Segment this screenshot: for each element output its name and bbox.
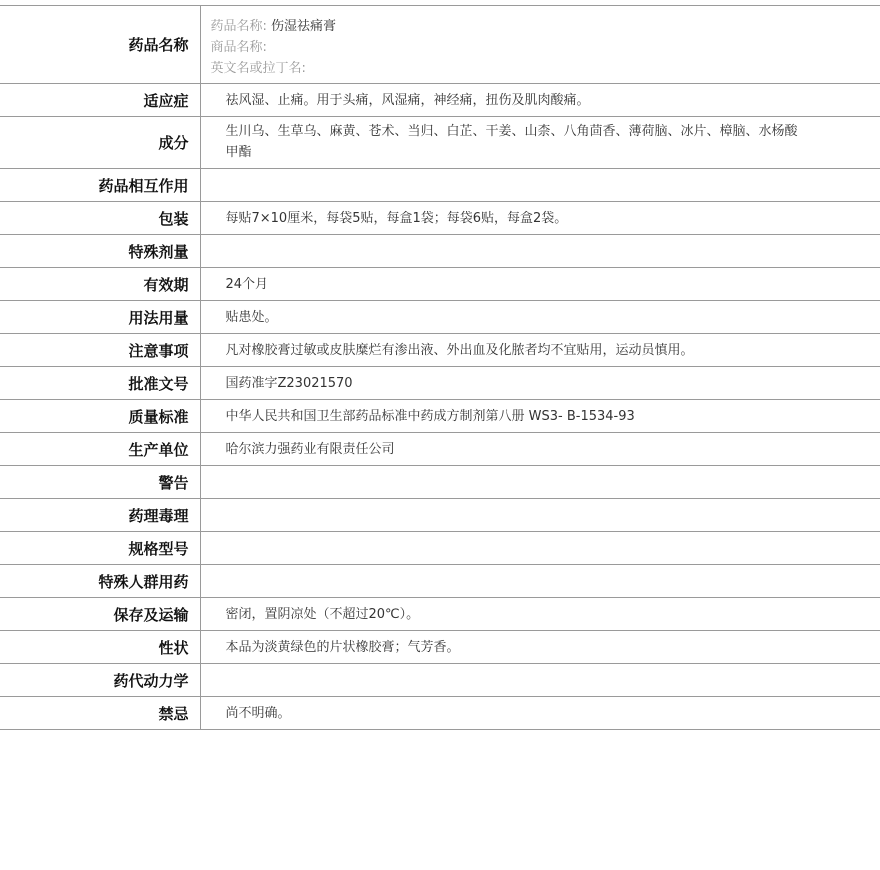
english-name-line xyxy=(211,58,880,79)
row-label: 规格型号 xyxy=(0,532,200,565)
row-specification xyxy=(0,532,880,565)
row-label: 用法用量 xyxy=(0,301,200,334)
row-label: 药代动力学 xyxy=(0,664,200,697)
row-warning xyxy=(0,466,880,499)
row-value: 贴患处。 xyxy=(200,301,880,334)
row-storage xyxy=(0,598,880,631)
row-label: 生产单位 xyxy=(0,433,200,466)
row-label: 禁忌 xyxy=(0,697,200,730)
row-description xyxy=(0,631,880,664)
row-value: 本品为淡黄绿色的片状橡胶膏；气芳香。 xyxy=(200,631,880,664)
generic-name-value: 伤湿祛痛膏 xyxy=(271,19,337,34)
row-shelf-life xyxy=(0,268,880,301)
row-approval-number xyxy=(0,367,880,400)
row-label: 性状 xyxy=(0,631,200,664)
row-pharmacokinetics xyxy=(0,664,880,697)
row-value: 国药准字Z23021570 xyxy=(200,367,880,400)
row-value xyxy=(200,499,880,532)
row-value: 中华人民共和国卫生部药品标准中药成方制剂第八册 WS3- B-1534-93 xyxy=(200,400,880,433)
row-label: 注意事项 xyxy=(0,334,200,367)
english-name-key: 英文名或拉丁名: xyxy=(210,61,306,76)
row-value xyxy=(200,532,880,565)
row-manufacturer xyxy=(0,433,880,466)
row-indications xyxy=(0,84,880,117)
row-label: 有效期 xyxy=(0,268,200,301)
row-label: 保存及运输 xyxy=(0,598,200,631)
row-value: 祛风湿、止痛。用于头痛，风湿痛，神经痛，扭伤及肌肉酸痛。 xyxy=(200,84,880,117)
row-quality-standard xyxy=(0,400,880,433)
row-value xyxy=(200,235,880,268)
row-label: 药品相互作用 xyxy=(0,169,200,202)
row-special-populations xyxy=(0,565,880,598)
row-value xyxy=(200,466,880,499)
row-ingredients xyxy=(0,117,880,169)
row-value: 哈尔滨力强药业有限责任公司 xyxy=(200,433,880,466)
row-contraindications xyxy=(0,697,880,730)
row-label: 批准文号 xyxy=(0,367,200,400)
row-label: 药品名称 xyxy=(0,6,200,84)
drug-info-table xyxy=(0,5,880,730)
row-usage xyxy=(0,301,880,334)
drug-info-body xyxy=(0,6,880,730)
row-special-dosage xyxy=(0,235,880,268)
row-label: 药理毒理 xyxy=(0,499,200,532)
row-label: 特殊剂量 xyxy=(0,235,200,268)
row-packaging xyxy=(0,202,880,235)
row-drug-name xyxy=(0,6,880,84)
row-value xyxy=(200,169,880,202)
row-precautions xyxy=(0,334,880,367)
generic-name-key: 药品名称: xyxy=(210,19,272,34)
row-label: 包装 xyxy=(0,202,200,235)
row-value xyxy=(200,664,880,697)
row-value: 生川乌、生草乌、麻黄、苍术、当归、白芷、干姜、山柰、八角茴香、薄荷脑、冰片、樟脑、水杨酸甲酯 xyxy=(200,117,880,169)
name-cell xyxy=(200,6,880,84)
row-pharmacology xyxy=(0,499,880,532)
row-value: 密闭，置阴凉处（不超过20℃）。 xyxy=(200,598,880,631)
row-label: 成分 xyxy=(0,117,200,169)
generic-name-line xyxy=(211,16,880,37)
trade-name-line xyxy=(211,37,880,58)
row-label: 质量标准 xyxy=(0,400,200,433)
row-value: 尚不明确。 xyxy=(200,697,880,730)
row-value: 每贴7×10厘米，每袋5贴，每盒1袋；每袋6贴，每盒2袋。 xyxy=(200,202,880,235)
row-value: 24个月 xyxy=(200,268,880,301)
row-label: 警告 xyxy=(0,466,200,499)
row-value xyxy=(200,565,880,598)
row-label: 特殊人群用药 xyxy=(0,565,200,598)
trade-name-key: 商品名称: xyxy=(210,40,267,55)
row-value: 凡对橡胶膏过敏或皮肤糜烂有渗出液、外出血及化脓者均不宜贴用，运动员慎用。 xyxy=(200,334,880,367)
row-interactions xyxy=(0,169,880,202)
row-label: 适应症 xyxy=(0,84,200,117)
